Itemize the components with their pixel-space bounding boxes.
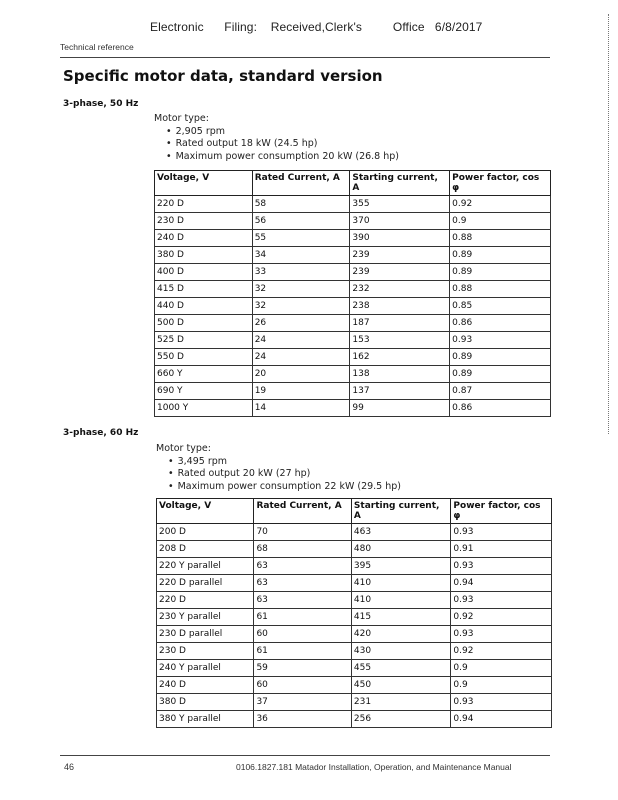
- table-cell: 0.92: [451, 609, 552, 626]
- table-cell: 0.93: [451, 626, 552, 643]
- table-cell: 1000 Y: [155, 400, 253, 417]
- table-cell: 60: [254, 677, 351, 694]
- table-cell: 240 D: [157, 677, 254, 694]
- table-cell: 162: [350, 349, 450, 366]
- table-cell: 59: [254, 660, 351, 677]
- section-heading-60hz: 3-phase, 60 Hz: [63, 428, 139, 438]
- table-cell: 137: [350, 383, 450, 400]
- table-cell: 63: [254, 575, 351, 592]
- table-row: [157, 609, 552, 626]
- motor-spec-item: • Maximum power consumption 20 kW (26.8 hp): [176, 151, 399, 164]
- table-cell: 37: [254, 694, 351, 711]
- table-row: [157, 626, 552, 643]
- table-cell: 395: [351, 558, 451, 575]
- table-cell: 230 D: [155, 213, 253, 230]
- table-cell: 455: [351, 660, 451, 677]
- table-cell: 26: [252, 315, 350, 332]
- table-row: [155, 264, 551, 281]
- motor-type-label: Motor type:: [156, 443, 211, 454]
- table-row: [155, 213, 551, 230]
- table-cell: 63: [254, 558, 351, 575]
- motor-info-60hz: [156, 443, 401, 493]
- table-cell: 0.88: [450, 230, 551, 247]
- table-cell: 380 D: [155, 247, 253, 264]
- table-cell: 220 Y parallel: [157, 558, 254, 575]
- table-cell: 220 D: [157, 592, 254, 609]
- column-header: Rated Current, A: [254, 499, 351, 524]
- table-header-row: [157, 499, 552, 524]
- table-cell: 480: [351, 541, 451, 558]
- table-cell: 20: [252, 366, 350, 383]
- table-cell: 410: [351, 575, 451, 592]
- motor-spec-list: [154, 126, 399, 164]
- table-row: [155, 349, 551, 366]
- table-cell: 450: [351, 677, 451, 694]
- table-cell: 0.89: [450, 349, 551, 366]
- column-header: Power factor, cos φ: [450, 171, 551, 196]
- footer-divider: [60, 755, 550, 756]
- filing-stamp: Electronic Filing: Received,Clerk's Office 6/8/2017: [150, 20, 483, 34]
- table-cell: 70: [254, 524, 351, 541]
- footer-document-title: 0106.1827.181 Matador Installation, Operation, and Maintenance Manual: [236, 762, 512, 772]
- table-cell: 63: [254, 592, 351, 609]
- table-cell: 440 D: [155, 298, 253, 315]
- table-cell: 230 D parallel: [157, 626, 254, 643]
- table-row: [157, 558, 552, 575]
- table-cell: 61: [254, 643, 351, 660]
- table-cell: 0.93: [451, 592, 552, 609]
- table-row: [155, 332, 551, 349]
- table-cell: 240 D: [155, 230, 253, 247]
- table-cell: 380 D: [157, 694, 254, 711]
- table-cell: 0.89: [450, 247, 551, 264]
- column-header: Rated Current, A: [252, 171, 350, 196]
- table-cell: 55: [252, 230, 350, 247]
- table-cell: 463: [351, 524, 451, 541]
- table-row: [157, 575, 552, 592]
- table-cell: 400 D: [155, 264, 253, 281]
- table-cell: 0.91: [451, 541, 552, 558]
- table-row: [155, 366, 551, 383]
- table-cell: 500 D: [155, 315, 253, 332]
- table-cell: 19: [252, 383, 350, 400]
- table-row: [155, 196, 551, 213]
- table-cell: 550 D: [155, 349, 253, 366]
- table-cell: 14: [252, 400, 350, 417]
- table-header-row: [155, 171, 551, 196]
- table-cell: 430: [351, 643, 451, 660]
- table-cell: 0.89: [450, 264, 551, 281]
- table-row: [157, 711, 552, 728]
- table-cell: 660 Y: [155, 366, 253, 383]
- table-cell: 153: [350, 332, 450, 349]
- table-cell: 256: [351, 711, 451, 728]
- table-cell: 239: [350, 247, 450, 264]
- column-header: Voltage, V: [157, 499, 254, 524]
- table-cell: 239: [350, 264, 450, 281]
- motor-spec-item: • Rated output 18 kW (24.5 hp): [176, 138, 399, 151]
- table-cell: 187: [350, 315, 450, 332]
- column-header: Starting current, A: [351, 499, 451, 524]
- table-cell: 32: [252, 281, 350, 298]
- scan-edge-mark: [608, 14, 610, 434]
- table-row: [157, 660, 552, 677]
- page-number: 46: [64, 762, 75, 772]
- table-row: [155, 247, 551, 264]
- table-cell: 220 D: [155, 196, 253, 213]
- section-heading-50hz: 3-phase, 50 Hz: [63, 99, 139, 109]
- table-cell: 231: [351, 694, 451, 711]
- table-cell: 690 Y: [155, 383, 253, 400]
- table-cell: 0.94: [451, 575, 552, 592]
- table-cell: 0.92: [450, 196, 551, 213]
- table-row: [157, 541, 552, 558]
- table-cell: 0.89: [450, 366, 551, 383]
- table-row: [157, 694, 552, 711]
- table-cell: 24: [252, 349, 350, 366]
- table-cell: 390: [350, 230, 450, 247]
- table-cell: 0.93: [451, 558, 552, 575]
- table-cell: 220 D parallel: [157, 575, 254, 592]
- page-title: Specific motor data, standard version: [63, 67, 383, 85]
- table-cell: 138: [350, 366, 450, 383]
- motor-data-table-60hz: [156, 498, 552, 728]
- table-cell: 56: [252, 213, 350, 230]
- column-header: Starting current, A: [350, 171, 450, 196]
- table-cell: 230 Y parallel: [157, 609, 254, 626]
- table-row: [155, 298, 551, 315]
- table-cell: 61: [254, 609, 351, 626]
- table-cell: 238: [350, 298, 450, 315]
- motor-spec-item: • 3,495 rpm: [178, 456, 401, 469]
- table-cell: 0.93: [450, 332, 551, 349]
- header-divider: [60, 57, 550, 58]
- table-cell: 0.9: [450, 213, 551, 230]
- table-row: [157, 592, 552, 609]
- motor-type-label: Motor type:: [154, 113, 209, 124]
- table-row: [157, 643, 552, 660]
- table-cell: 420: [351, 626, 451, 643]
- table-cell: 0.86: [450, 400, 551, 417]
- column-header: Power factor, cos φ: [451, 499, 552, 524]
- table-cell: 32: [252, 298, 350, 315]
- table-cell: 34: [252, 247, 350, 264]
- table-cell: 208 D: [157, 541, 254, 558]
- table-cell: 370: [350, 213, 450, 230]
- column-header: Voltage, V: [155, 171, 253, 196]
- table-cell: 0.9: [451, 660, 552, 677]
- table-cell: 58: [252, 196, 350, 213]
- table-row: [155, 315, 551, 332]
- table-cell: 415: [351, 609, 451, 626]
- motor-spec-item: • 2,905 rpm: [176, 126, 399, 139]
- table-row: [155, 230, 551, 247]
- section-label: Technical reference: [60, 42, 134, 52]
- table-cell: 0.88: [450, 281, 551, 298]
- table-cell: 355: [350, 196, 450, 213]
- table-cell: 230 D: [157, 643, 254, 660]
- table-cell: 0.87: [450, 383, 551, 400]
- motor-spec-item: • Rated output 20 kW (27 hp): [178, 468, 401, 481]
- table-row: [155, 281, 551, 298]
- table-cell: 240 Y parallel: [157, 660, 254, 677]
- table-cell: 0.86: [450, 315, 551, 332]
- table-cell: 99: [350, 400, 450, 417]
- table-cell: 0.93: [451, 694, 552, 711]
- table-cell: 525 D: [155, 332, 253, 349]
- table-row: [157, 524, 552, 541]
- table-row: [155, 383, 551, 400]
- table-cell: 0.9: [451, 677, 552, 694]
- table-cell: 0.92: [451, 643, 552, 660]
- table-cell: 232: [350, 281, 450, 298]
- table-cell: 200 D: [157, 524, 254, 541]
- table-cell: 0.85: [450, 298, 551, 315]
- motor-info-50hz: [154, 113, 399, 163]
- table-cell: 0.93: [451, 524, 552, 541]
- motor-spec-list: [156, 456, 401, 494]
- table-cell: 33: [252, 264, 350, 281]
- table-cell: 415 D: [155, 281, 253, 298]
- table-row: [157, 677, 552, 694]
- table-row: [155, 400, 551, 417]
- table-cell: 68: [254, 541, 351, 558]
- motor-data-table-50hz: [154, 170, 551, 417]
- table-cell: 60: [254, 626, 351, 643]
- table-cell: 410: [351, 592, 451, 609]
- motor-spec-item: • Maximum power consumption 22 kW (29.5 hp): [178, 481, 401, 494]
- table-cell: 380 Y parallel: [157, 711, 254, 728]
- table-cell: 36: [254, 711, 351, 728]
- table-cell: 24: [252, 332, 350, 349]
- table-cell: 0.94: [451, 711, 552, 728]
